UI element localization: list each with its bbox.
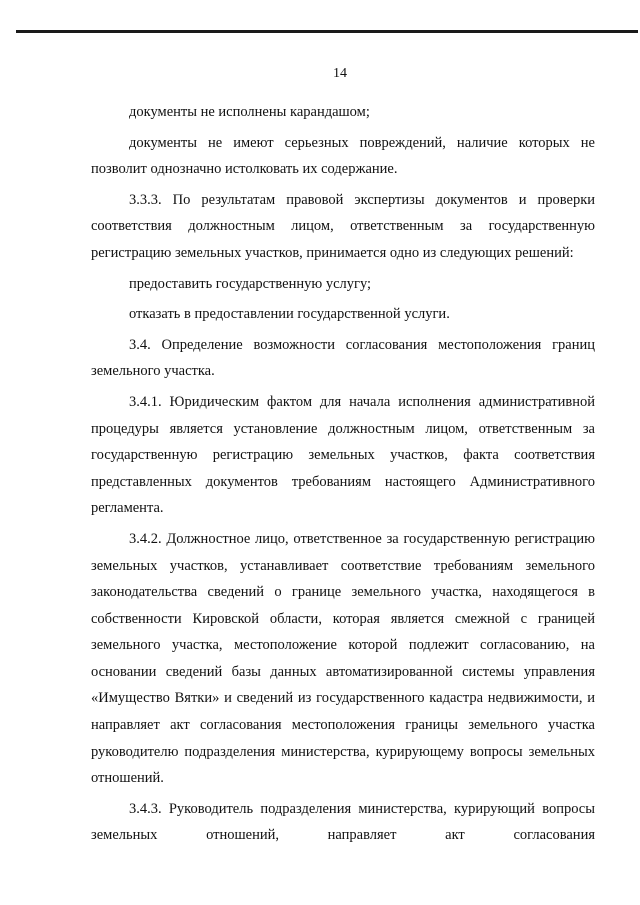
- paragraph-1: документы не исполнены карандашом;: [129, 104, 370, 120]
- paragraph-9: 3.4.3. Руководитель подразделения министерства, курирующий вопросы земельных отношений, направляет акт согласования: [91, 800, 595, 844]
- paragraph-5: отказать в предоставлении государственной услуги.: [129, 306, 450, 323]
- paragraph-7: 3.4.1. Юридическим фактом для начала исполнения административной процедуры является установление должностным лицом, ответственным за государственную регистрацию земельных участков, факта соответствия представленных документов требованиям настоящего Административного регламента.: [91, 393, 595, 517]
- paragraph-6: 3.4. Определение возможности согласования местоположения границ земельного участка.: [91, 336, 595, 380]
- paragraph-8: 3.4.2. Должностное лицо, ответственное за государственную регистрацию земельных участков, устанавливает соответствие требованиям земельного законодательства сведений о границе земельного участка, находящегося в собственности Кировской области, которая является смежной с границей земельного участка, местоположение которой подлежит согласованию, на основании сведений базы данных автоматизированной системы управления «Имущество Вятки» и сведений из государственного кадастра недвижимости, и направляет акт согласования местоположения границы земельного участка руководителю подразделения министерства, курирующему вопросы земельных отношений.: [91, 530, 595, 787]
- paragraph-4: предоставить государственную услугу;: [129, 275, 372, 292]
- document-body: [91, 99, 595, 853]
- paragraph-2: документы не имеют серьезных повреждений, наличие которых не позволит однозначно истолковать их содержание.: [91, 134, 595, 178]
- paragraph-3: 3.3.3. По результатам правовой экспертизы документов и проверки соответствия должностным лицом, ответственным за государственную регистрацию земельных участков, принимается одно из следующих решений:: [91, 191, 595, 261]
- page-number: 14: [333, 66, 347, 81]
- top-rule: [16, 30, 638, 33]
